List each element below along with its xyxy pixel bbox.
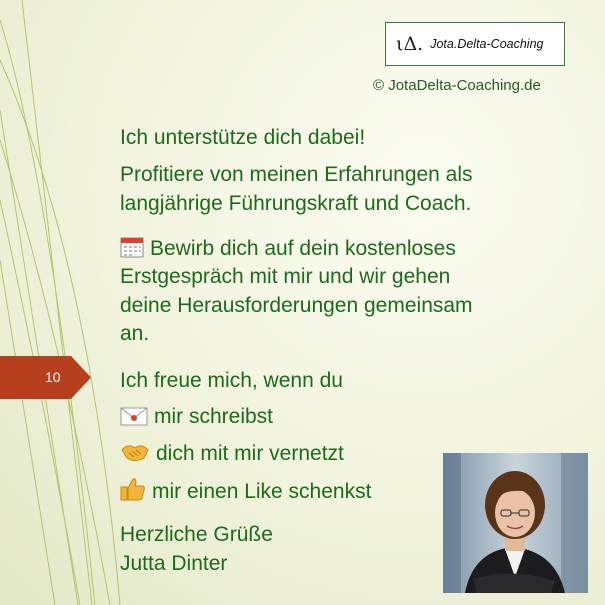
text-line-9-row	[120, 403, 273, 431]
slide-number: 10	[45, 369, 61, 385]
logo-name: Jota.Delta-Coaching	[430, 37, 544, 51]
envelope-icon	[120, 406, 148, 426]
text-line-8: Ich freue mich, wenn du	[120, 369, 343, 392]
text-line-1: Ich unterstütze dich dabei!	[120, 126, 366, 149]
text-line-4-row	[120, 235, 456, 263]
logo	[385, 22, 565, 66]
text-line-6: deine Herausforderungen gemeinsam	[120, 294, 473, 317]
text-line-5: Erstgespräch mit mir und wir gehen	[120, 265, 451, 288]
text-line-11-row	[120, 477, 371, 506]
text-line-12: Herzliche Grüße	[120, 523, 273, 546]
text-line-10-row	[120, 440, 344, 468]
calendar-icon	[120, 236, 144, 258]
copyright-text: © JotaDelta-Coaching.de	[373, 77, 541, 94]
thumbs-up-icon	[120, 477, 146, 501]
text-line-3: langjährige Führungskraft und Coach.	[120, 192, 472, 215]
text-line-13: Jutta Dinter	[120, 552, 228, 575]
text-line-10: dich mit mir vernetzt	[156, 442, 344, 465]
text-line-2: Profitiere von meinen Erfahrungen als	[120, 163, 473, 186]
text-line-7: an.	[120, 322, 150, 345]
text-line-11: mir einen Like schenkst	[152, 480, 372, 503]
portrait-photo	[443, 453, 588, 593]
handshake-icon	[120, 441, 150, 463]
decorative-lines	[0, 0, 130, 605]
text-line-9: mir schreibst	[154, 405, 274, 428]
logo-mark: ιΔ.	[396, 33, 424, 55]
text-line-4: Bewirb dich auf dein kostenloses	[150, 237, 456, 260]
